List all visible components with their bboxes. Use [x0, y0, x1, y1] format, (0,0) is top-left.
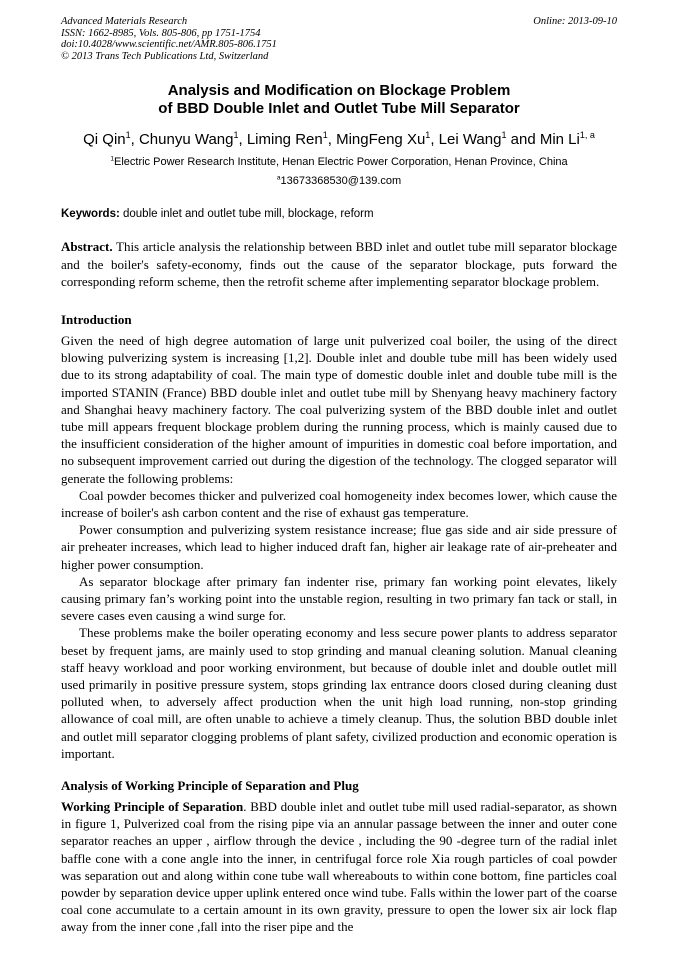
journal-header — [61, 16, 617, 62]
author-affiliation-mark: 1 — [501, 130, 507, 141]
section-heading-introduction: Introduction — [61, 311, 132, 327]
keywords-line — [61, 207, 617, 221]
author-affiliation-mark: 1, a — [579, 130, 595, 141]
abstract-text: This article analysis the relationship between BBD inlet and outlet tube mill separator blockage and the boiler's safety-economy, finds out the cause of the separator blockage, puts forward the corresponding reform scheme, then the retrofit scheme after implementing separator blockage problem. — [61, 239, 617, 289]
doi-line: doi:10.4028/www.scientific.net/AMR.805-806.1751 — [61, 39, 277, 51]
author-affiliation-mark: 1 — [233, 130, 239, 141]
author-name: , Lei Wang — [430, 131, 502, 149]
author-name: , MingFeng Xu — [327, 131, 426, 149]
affiliation-mark: 1 — [110, 155, 114, 163]
paper-title — [61, 82, 617, 118]
affiliation-line — [61, 156, 617, 169]
introduction-paragraph-2: Coal powder becomes thicker and pulverized coal homogeneity index becomes lower, which cause the increase of boiler's ash carbon content and the rise of exhaust gas temperature. — [61, 487, 617, 521]
author-name: , Liming Ren — [238, 131, 323, 149]
affiliation-text: Electric Power Research Institute, Henan Electric Power Corporation, Henan Province, China — [114, 156, 568, 169]
keywords-value: double inlet and outlet tube mill, blockage, reform — [119, 208, 374, 221]
authors-line — [61, 130, 617, 150]
author-name: Qi Qin — [83, 131, 126, 149]
journal-info-block — [61, 16, 277, 62]
author-name: , Chunyu Wang — [130, 131, 234, 149]
paper-title-line1: Analysis and Modification on Blockage Problem — [167, 82, 511, 100]
working-principle-lead: Working Principle of Separation — [61, 799, 244, 815]
keywords-label: Keywords: — [61, 208, 120, 221]
author-affiliation-mark: 1 — [125, 130, 131, 141]
email-mark: a — [276, 174, 281, 182]
email-line — [61, 175, 617, 188]
author-affiliation-mark: 1 — [322, 130, 328, 141]
author-name: and Min Li — [506, 131, 580, 149]
online-date: Online: 2013-09-10 — [533, 16, 617, 27]
issn-line: ISSN: 1662-8985, Vols. 805-806, pp 1751-1754 — [61, 27, 261, 39]
abstract-paragraph — [61, 238, 617, 290]
email-address: 13673368530@139.com — [280, 175, 402, 188]
journal-name: Advanced Materials Research — [61, 16, 188, 27]
abstract-label: Abstract. — [61, 239, 113, 255]
introduction-paragraph-1: Given the need of high degree automation of large unit pulverized coal boiler, the using of the direct blowing pulverizing system is increasing [1,2]. Double inlet and double tube mill has been widely used due to its strong adaptability of coal. The main type of domestic double inlet and double tube mill is the imported STANIN (France) BBD double inlet and outlet tube mill by Shenyang heavy machinery factory and Shanghai heavy machinery factory. The coal pulverizing system of the BBD double inlet and outlet tube mill appears frequent blockage problem during the running process, which is mainly caused due to the insufficient consideration of the higher amount of impurities in domestic coal before importation, and no subsequent improvement carried out during the digestion of the technology. The clogged separator will generate the following problems: — [61, 332, 617, 486]
introduction-paragraph-5: These problems make the boiler operating economy and less secure power plants to address separator beset by frequent jams, are mainly used to stop grinding and manual cleaning solution. Manual cleaning staff heavy workload and poor working environment, but because of double inlet and double outlet mill used primarily in positive pressure system, stops grinding lax entrance doors closed during cleaning dust polluted when, to adversely affect production when the unit high load running, non-stop grinding allowance of coal mill, are often unable to achieve a timely cleanup. Thus, the solution BBD double inlet and outlet mill separator clogging problems of plant safety, civilized production and economic operation is important. — [61, 625, 617, 761]
introduction-paragraph-4: As separator blockage after primary fan indenter rise, primary fan working point elevates, likely causing primary fan’s working point into the unstable region, resulting in two primary fan tack or stall, in severe cases even causing a wind surge for. — [61, 573, 617, 624]
section-heading-analysis: Analysis of Working Principle of Separation and Plug — [61, 778, 359, 794]
introduction-paragraph-3: Power consumption and pulverizing system resistance increase; flue gas side and air side pressure of air preheater increases, which lead to higher induced draft fan, higher air leakage rate of air-preheater and higher power consumption. — [61, 522, 617, 572]
copyright-line: © 2013 Trans Tech Publications Ltd, Switzerland — [61, 50, 269, 62]
working-principle-paragraph — [61, 798, 617, 936]
author-affiliation-mark: 1 — [425, 130, 431, 141]
paper-title-line2: of BBD Double Inlet and Outlet Tube Mill Separator — [158, 100, 520, 118]
working-principle-text: . BBD double inlet and outlet tube mill used radial-separator, as shown in figure 1, Pulverized coal from the rising pipe via an annular passage between the inner and outer cone separator reaches an upper , airflow through the device , including the 90 -degree turn of the radial inlet baffle cone with a cone angle into the inner, in centrifugal force role Xia rough particles of coal powder was separation out and along within cone tube wall whereabouts to within cone bottom, fine particles coal powder by separation device upper uplink entered once wind tube. Falls within the lower part of the coarse coal cone accumulate to a certain amount in its own gravity, pressure to open the lower six air lock flap away from the inner cone ,fall into the riser pipe and the — [61, 799, 617, 935]
